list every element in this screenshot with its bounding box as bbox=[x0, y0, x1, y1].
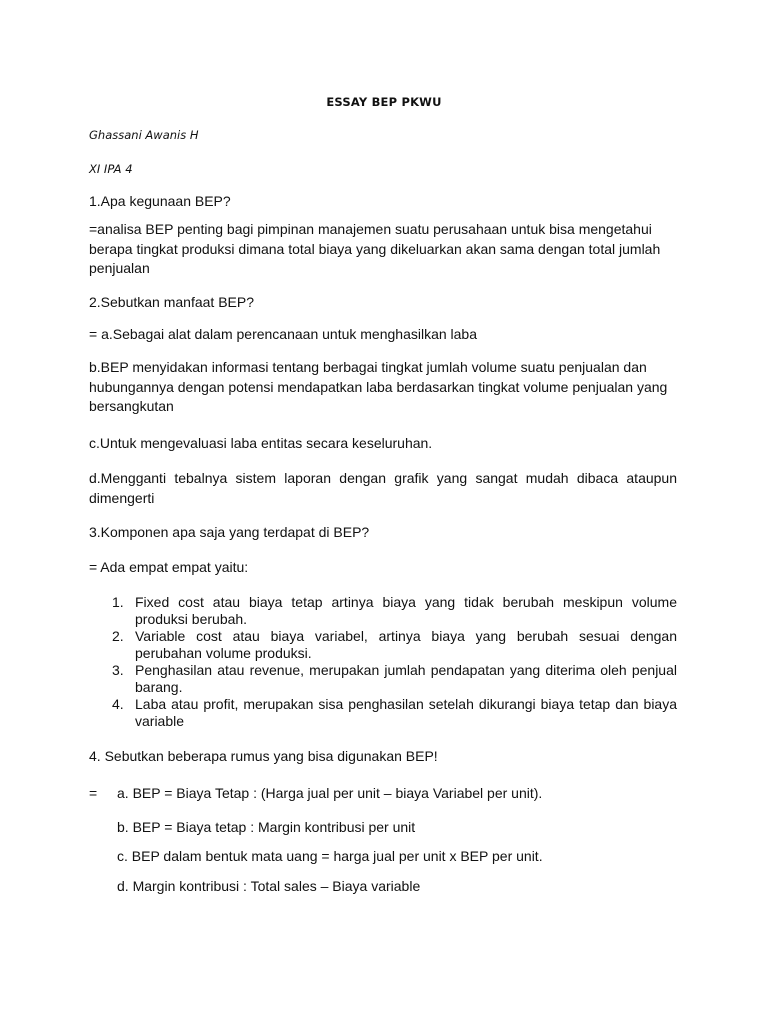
question-4: 4. Sebutkan beberapa rumus yang bisa digunakan BEP! bbox=[89, 748, 438, 764]
answer-2d: d.Mengganti tebalnya sistem laporan dengan grafik yang sangat mudah dibaca ataupun dimengerti bbox=[89, 470, 677, 506]
formula-equals-sign: = bbox=[89, 785, 98, 801]
list-item-text: Fixed cost atau biaya tetap artinya biaya yang tidak berubah meskipun volume produksi berubah. bbox=[135, 594, 677, 627]
formula-b: b. BEP = Biaya tetap : Margin kontribusi per unit bbox=[117, 819, 416, 835]
list-item-text: Variable cost atau biaya variabel, artinya biaya yang berubah sesuai dengan perubahan volume produksi. bbox=[135, 628, 677, 661]
question-3: 3.Komponen apa saja yang terdapat di BEP? bbox=[89, 524, 370, 540]
component-list bbox=[89, 594, 677, 730]
list-item-number: 2. bbox=[112, 628, 124, 644]
list-item-number: 1. bbox=[112, 594, 124, 610]
list-item bbox=[89, 628, 677, 662]
list-item bbox=[89, 594, 677, 628]
answer-2a: = a.Sebagai alat dalam perencanaan untuk menghasilkan laba bbox=[89, 326, 478, 342]
answer-2c: c.Untuk mengevaluasi laba entitas secara keseluruhan. bbox=[89, 435, 433, 451]
list-item-number: 4. bbox=[112, 696, 124, 712]
document-title: ESSAY BEP PKWU bbox=[326, 95, 442, 109]
author-name: Ghassani Awanis H bbox=[89, 128, 199, 142]
list-item-text: Laba atau profit, merupakan sisa penghasilan setelah dikurangi biaya tetap dan biaya variable bbox=[135, 696, 677, 729]
class-name: XI IPA 4 bbox=[89, 162, 133, 176]
answer-2b: b.BEP menyidakan informasi tentang berbagai tingkat jumlah volume suatu penjualan dan hubungannya dengan potensi mendapatkan laba berdasarkan tingkat volume penjualan yang bersangkutan bbox=[89, 359, 668, 414]
formula-d: d. Margin kontribusi : Total sales – Biaya variable bbox=[117, 878, 421, 894]
question-1: 1.Apa kegunaan BEP? bbox=[89, 193, 231, 209]
answer-3-intro: = Ada empat empat yaitu: bbox=[89, 559, 249, 575]
list-item-text: Penghasilan atau revenue, merupakan jumlah pendapatan yang diterima oleh penjual barang. bbox=[135, 662, 677, 695]
answer-1: =analisa BEP penting bagi pimpinan manajemen suatu perusahaan untuk bisa mengetahui berapa tingkat produksi dimana total biaya yang dikeluarkan akan sama dengan total jumlah penjualan bbox=[89, 221, 661, 276]
formula-a: a. BEP = Biaya Tetap : (Harga jual per unit – biaya Variabel per unit). bbox=[117, 785, 543, 801]
question-2: 2.Sebutkan manfaat BEP? bbox=[89, 294, 254, 310]
list-item bbox=[89, 662, 677, 696]
list-item bbox=[89, 696, 677, 730]
list-item-number: 3. bbox=[112, 662, 124, 678]
formula-c: c. BEP dalam bentuk mata uang = harga jual per unit x BEP per unit. bbox=[117, 848, 543, 864]
